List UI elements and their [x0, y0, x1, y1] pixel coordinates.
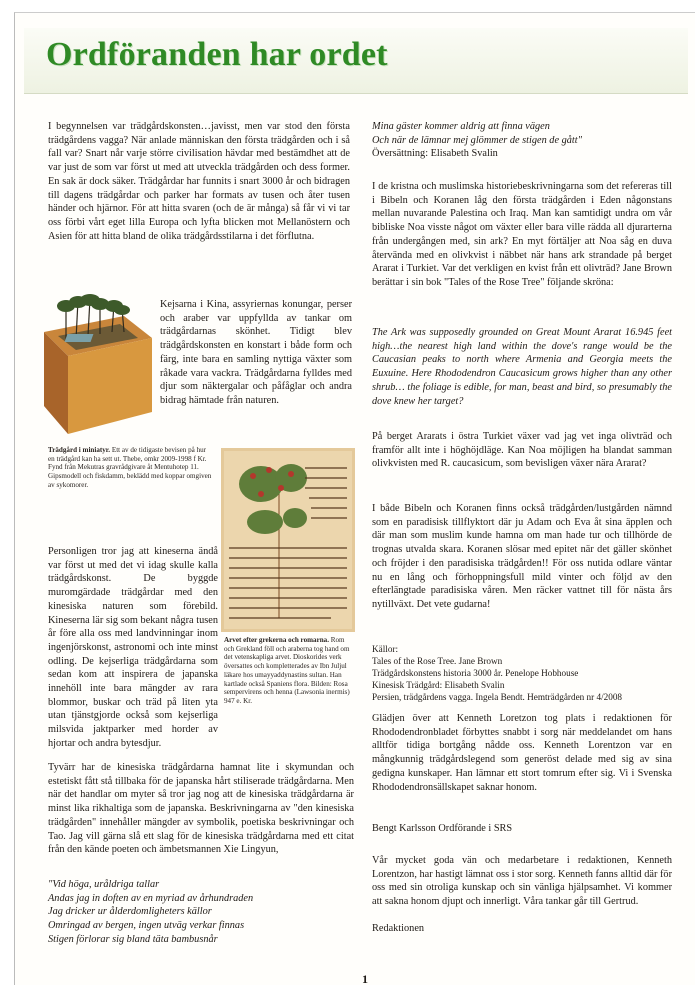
- source-item: Persien, trädgårdens vagga. Ingela Bendt. Hemträdgården nr 4/2008: [372, 692, 623, 702]
- intro-paragraph: I begynnelsen var trädgårdskonsten…javisst, men var stod den första trädgårdens vagga? När anlade människan den första trädgården och i så fall var? Snart når varje större civilisation hävdar med bestämdhet att de var just de som var först ut med att utveckla trädgården och dess former. En sak är dock säker. Trädgårdar har funnits i snart 3000 år och bidragen till dagens trädgårdar och parker har formats av tusen och åter tusen händer och hjärnor. För att hitta svaren (och de är många) så får vi vi tar oss förbi vårt eget lilla Europa och lyfta blicken mot Mellanöstern och Asien för att hitta bland de olika trädgårdsstilarna i det förflutna.: [48, 121, 350, 242]
- page-number: 1: [362, 972, 368, 986]
- poem-line: Andas jag in doften av en myriad av århundraden: [48, 892, 254, 904]
- source-item: Trädgårdskonstens historia 3000 år. Penelope Hobhouse: [372, 668, 579, 678]
- gladjen-paragraph: Glädjen över att Kenneth Loretzon tog plats i redaktionen för Rhododendronbladet förbyttes snabbt i sorg när meddelandet om hans alltför tidiga bortgång nådde oss. Kenneth Lorentzon var en mångkunnig trädgårdslegend som generöst delade med sig av sina gedigna kunskaper. Han lämnar ett stort tomrum efter sig. Vi i Svenska Rhododendronsällskapet saknar honom.: [372, 713, 672, 793]
- kejsarna-paragraph: Kejsarna i Kina, assyriernas konungar, perser och araber var uppfyllda av tankar om trädgårdarnas skönhet. Tidigt blev trädgårdskonsten en konstart i både form och färg, inte bara en samling nyttiga växter som råkade vara vackra. Trädgårdarna fylldes med djur som näktergalar och påfåglar och andra bidrag hämtade från naturen.: [160, 299, 352, 406]
- poem-end-block: [372, 120, 672, 161]
- poem-line: Jag dricker ur ålderdomligheters källor: [48, 906, 212, 918]
- page-title: Ordföranden har ordet: [46, 36, 388, 73]
- miniature-garden-image: [38, 294, 154, 438]
- source-item: Kinesisk Trädgård: Elisabeth Svalin: [372, 680, 505, 690]
- poem-line: Omringad av bergen, ingen utväg verkar finnas: [48, 920, 245, 932]
- caption-miniature-title: Trädgård i miniatyr.: [48, 446, 111, 454]
- caption-manuscript: [224, 636, 356, 706]
- caption-manuscript-text: Rom och Grekland föll och araberna tog hand om det vetenskapliga arvet. Dioskorides verk översattes och kompletterades av Ibn Juljul läkare hos umayyaddynastins sultan. Han kartlade också Spaniens flora. Bilden: Rosa sempervirens och henna (Lawsonia inermis) 947 e. Kr.: [224, 636, 350, 705]
- poem-line: "Vid höga, uråldriga tallar: [48, 879, 160, 890]
- sources-title: Källor:: [372, 644, 399, 654]
- kristna-paragraph: I de kristna och muslimska historiebeskrivningarna som det refereras till i Bibeln och Koranen låg den första trädgården i Eden någonstans mellan nuvarande Palestina och Iraq. Man kan samtidigt undra om vår bibliske Noa visste något om växter eller bara ville rädda all djurarterna från undergången med, sin ark? En myt förtäljer att Noa såg en duva återvända med en olivkvist i näbbet när hans ark strandade på berget Ararat i Turkiet. Var det verkligen en kvist från ett olivträd? Jane Brown berättar i sin bok "Tales of the Rose Tree" följande skröna:: [372, 181, 672, 288]
- translation-credit: Översättning: Elisabeth Svalin: [372, 148, 498, 160]
- personligen-paragraph: Personligen tror jag att kineserna ändå var först ut med det vi idag skulle kalla trädgårdskonst. De byggde muromgärdade trädgårdar med den kinesiska naturen som förebild. Kineserna lär sig som bekant några tusen år före alla oss med landvinningar inom ingenjörskonst, astronomi och inte minst odling. De kejserliga trädgårdarna som sedan kom att inspirera de japanska innehöll inte bara mängder av rara blommor, buskar och träd på liten yta utan tjänstgjorde också som kejserliga milsvida jaktparker med horder av hjortar och andra bytesdjur.: [48, 546, 218, 749]
- caption-miniature: [48, 446, 213, 490]
- poem-end-line: Och när de lämnar mej glömmer de stigen de gått": [372, 134, 582, 146]
- poem-line: Stigen förlorar sig bland täta bambusnår: [48, 933, 218, 945]
- sources-block: [372, 643, 672, 703]
- source-item: Tales of the Rose Tree. Jane Brown: [372, 656, 503, 666]
- caption-miniature-text: Ett av de tidigaste bevisen på hur en trädgård kan ha sett ut. Thebe, omkr 2009-1998 f Kr. Fynd från Mekutras gravrådgivare åt Mentuhotep 11. Gipsmodell och fiskdamm, beklädd med koppar omgiven av sykomorer.: [48, 446, 212, 489]
- ararat-quote: The Ark was supposedly grounded on Great Mount Ararat 16.945 feet high…the nearest high land within the dove's range would be the Caucasian peaks to north where Armenia and Georgia meets the Euxuine. Here Rhododendron Caucasicum grows higher than any other shrub… the foliage is edible, for man, beast and bird, so presumably the dove knew her target?: [372, 327, 672, 407]
- manuscript-image: [221, 448, 355, 632]
- continued-paragraph: Tyvärr har de kinesiska trädgårdarna hamnat lite i skymundan och estetiskt fått stå tillbaka för de japanska hårt stiliserade trädgårdarna. Men när det handlar om myter så tror jag nog att de kinesiska trädgårdarna är minst lika rikhaltiga som de japanska. Beskrivningarna av "den kinesiska trädgården" innehåller mängder av symbolik, poetiska beskrivningar och Tao. Jag vill gärna slå ett slag för de kinesiska trädgårdarna med ett citat från den kände poeten och ämbetsmannen Xie Lingyun,: [48, 762, 354, 856]
- bibeln-paragraph: I både Bibeln och Koranen finns också trädgården/lustgården nämnd som en paradisisk tillflyktort där ju Adam och Eva åt sina äpplen och där man som muslim kunde hamna om man hade tur och tillhörde de trognas utvalda skara. Koranen slösar med epitet när det gäller skönhet och fröjder i den paradisiska trädgården!! För oss nutida odlare väntar nu en lång och förhoppningsfull mild vinter och följd av den efterlängtade paradisiska våren. Men räcker vattnet till för nästa års nytillväxt. Det vete gudarna!: [372, 503, 672, 610]
- poem-block: [48, 878, 358, 947]
- ararat-paragraph: På berget Ararats i östra Turkiet växer vad jag vet inga olivträd och framför allt inte i höghöjdläge. Kan Noa möjligen ha blandat samman olivkvisten med R. caucasicum, som bevisligen växer nära Ararat?: [372, 431, 672, 470]
- redaktion-signature: Redaktionen: [372, 923, 425, 934]
- caption-manuscript-title: Arvet efter grekerna och romarna.: [224, 636, 329, 644]
- signature: Bengt Karlsson Ordförande i SRS: [372, 823, 513, 834]
- redaktion-paragraph: Vår mycket goda vän och medarbetare i redaktionen, Kenneth Lorentzon, har hastigt lämnat oss i stor sorg. Kenneth fanns alltid där för oss med sin otroliga kunskap och sin vänliga hjälpsamhet. Vi kommer att sakna honom djupt och innerligt. Våra tankar går till Gertrud.: [372, 855, 672, 908]
- poem-end-line: Mina gäster kommer aldrig att finna vägen: [372, 121, 550, 132]
